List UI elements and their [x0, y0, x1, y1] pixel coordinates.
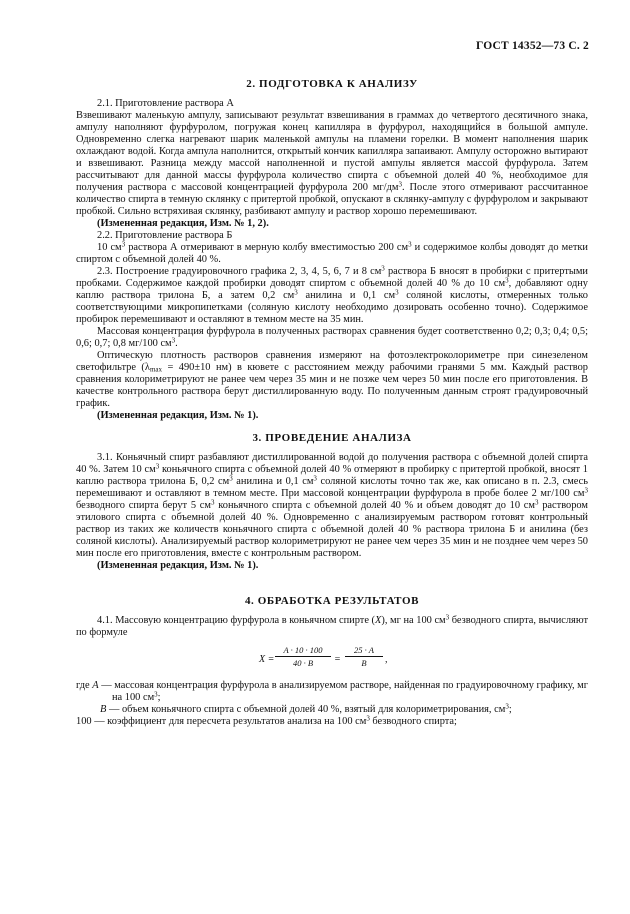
definition-a: где A — массовая концентрация фурфурола в анализируемом растворе, найденная по градуировочному графику, мг на 100 $см^3$; [76, 680, 588, 703]
formula-lhs: X = [259, 654, 275, 665]
clause-2-2-heading: 2.2. Приготовление раствора Б [97, 230, 233, 241]
definition-100: 100 — коэффициент для пересчета результатов анализа на 100 $см^3$ безводного спирта; [76, 714, 457, 727]
clause-3-1-body: 3.1. Коньячный спирт разбавляют дистиллированной водой до получения раствора с объемной долей спирта 40 %. Затем 10 $см^3$ коньячного спирта с объемной долей 40 % отмеряют в пробирку с притертой пробкой, вносят 1 каплю раствора трилона Б, 0,2 $см^3$ анилина и 0,1 $см^3$ соляной кислоты точно так же, как описано в п. 2.3, смесь перемешивают и оставляют в темном месте. При массовой концентрации фурфурола в пробе более 2 мг/100 $см^3$ безводного спирта берут 5 $см^3$ коньячного спирта с объемной долей 40 % и объем доводят до 10 $см^3$ раствором этилового спирта с объемной долей 40 %. Одновременно с анализируемым раствором готовят контрольный раствор из таких же количеств коньячного спирта с объемной долей 40 % раствора трилона Б и анилина (без соляной кислоты). Анализируемый раствор колориметрируют не ранее чем через 35 мин и не позднее чем через 50 мин после его приготовления, вместе с контрольным раствором. [76, 452, 588, 559]
clause-2-3-optical-density: Оптическую плотность растворов сравнения измеряют на фотоэлектроколориметре при синезеленом светофильтре ($\lambda_{max} = 490\pm 10$ нм) в кювете с расстоянием между рабочими гранями 5 мм. Каждый раствор сравнения колориметрируют не ранее чем через 35 мин и не позже чем через 50 мин после его приготовления. В качестве контрольного раствора берут дистиллированную воду. По полученным данным строят градуировочный график. [76, 350, 589, 409]
formula-numerator-2: 25 · A [345, 644, 383, 657]
amendment-note-3: (Измененная редакция, Изм. № 1). [97, 560, 259, 571]
section-2-title: 2. ПОДГОТОВКА К АНАЛИЗУ [246, 78, 418, 90]
formula-comma: , [385, 654, 388, 665]
section-4-title: 4. ОБРАБОТКА РЕЗУЛЬТАТОВ [244, 595, 420, 607]
amendment-note-2: (Измененная редакция, Изм. № 1). [97, 410, 259, 421]
formula-denominator-2: B [361, 658, 367, 668]
formula-fraction-2 [345, 644, 383, 669]
furfural-formula [259, 644, 588, 674]
definition-b: B — объем коньячного спирта с объемной долей 40 %, взятый для колориметрирования, $см^3$; [100, 702, 512, 715]
formula-fraction-1 [275, 644, 331, 669]
amendment-note-1: (Измененная редакция, Изм. № 1, 2). [97, 218, 269, 229]
page-header: ГОСТ 14352—73 С. 2 [476, 40, 589, 52]
section-3-title: 3. ПРОВЕДЕНИЕ АНАЛИЗА [252, 432, 412, 444]
clause-2-3-body: 2.3. Построение градуировочного графика 2, 3, 4, 5, 6, 7 и 8 $см^3$ раствора Б вносят в пробирки с притертыми пробками. Содержимое каждой пробирки доводят спиртом с объемной долей 40 % до 10 $см^3$, добавляют одну каплю раствора трилона Б, а затем 0,2 $см^3$ анилина и 0,1 $см^3$ соляной кислоты, отмеренных только соответствующими микропипетками (соляную кислоту необходимо дозировать особенно точно). Содержимое пробирок перемешивают и оставляют в темном месте на 35 мин. [76, 264, 588, 325]
formula-numerator-1: A · 10 · 100 [275, 644, 331, 657]
clause-4-1-body: 4.1. Массовую концентрацию фурфурола в коньячном спирте (X), мг на 100 $см^3$ безводного спирта, вычисляют по формуле [76, 613, 589, 638]
clause-2-2-body: 10 $см^3$ раствора А отмеривают в мерную колбу вместимостью 200 $см^3$ и содержимое колбы доводят до метки спиртом с объемной долей 40 %. [76, 240, 588, 265]
formula-equals: = [334, 654, 341, 665]
formula-denominator-1: 40 · B [292, 658, 314, 668]
clause-2-3-concentrations: Массовая концентрация фурфурола в полученных растворах сравнения будет соответственно 0,2; 0,3; 0,4; 0,5; 0,6; 0,7; 0,8 мг/100 $см^3$. [76, 326, 588, 349]
document-body [76, 78, 588, 728]
clause-2-1-heading: 2.1. Приготовление раствора А [97, 98, 234, 109]
clause-2-1-body: Взвешивают маленькую ампулу, записывают результат взвешивания в граммах до четвертого десятичного знака, ампулу наполняют фурфуролом, погружая конец капилляра в фурфурол, находящийся в большой ампуле. Одновременно слегка нагревают шарик маленькой ампулы на пламени горелки. В момент наполнения шарик охлаждают водой. Когда ампула наполнится, открытый кончик капилляра запаивают. Ампулу осторожно вытирают и взвешивают. Разница между массой наполненной и пустой ампулы является массой фурфурола. Затем рассчитывают для данной массы фурфурола количество спирта с объемной долей 40 %, необходимое для получения раствора с массовой концентрацией фурфурола 200 $мг/дм^3$. После этого отмеривают рассчитанное количество спирта в темную склянку с притертой пробкой, опускают в склянку-ампулу с фурфуролом и закрывают пробкой. Сильно встряхивая склянку, разбивают ампулу и раствор хорошо перемешивают. [76, 110, 588, 217]
